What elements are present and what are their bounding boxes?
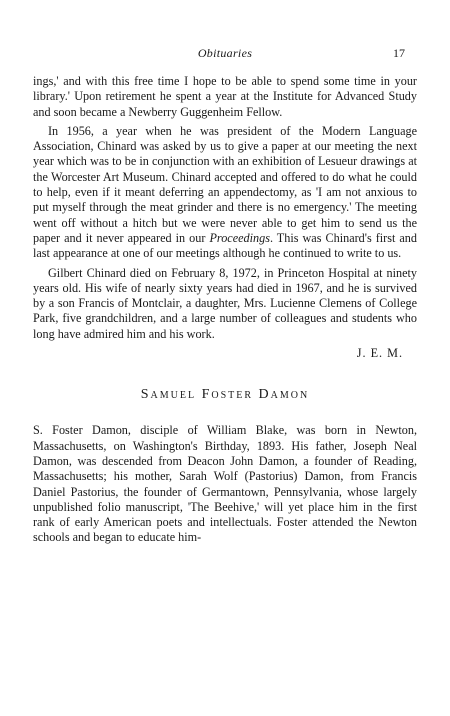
running-title: Obituaries <box>197 46 253 60</box>
paragraph-mla-text-start: In 1956, a year when he was president of the Modern Language Association, Chinard was asked by us to give a paper at our meeting the next year which was to be in conjunction with an exhibition of Lesueur drawings at the Worcester Art Museum. Chinard accepted and offered to do what he could to help, even if it meant deferring an appendectomy, as 'I am not anxious to put myself through the meat grinder and there is no emergency.' The meeting went off without a hitch but we were never able to get him to send us the paper and it never appeared in our <box>33 123 417 245</box>
section-heading: Samuel Foster Damon <box>140 387 310 403</box>
running-head <box>0 45 450 61</box>
page-number: 17 <box>393 46 405 60</box>
paragraph-mla-meeting <box>33 124 417 262</box>
paragraph-mla-text-end: . This was Chinard's first and last appearance at one of our meetings although he continued to write to us. <box>33 230 417 261</box>
body-text <box>33 74 417 550</box>
paragraph-death-notice: Gilbert Chinard died on February 8, 1972, in Princeton Hospital at ninety years old. His wife of nearly sixty years had died in 1967, and he is survived by a son Francis of Montclair, a daughter, Mrs. Lucienne Clemens of College Park, five grandchildren, and a large number of colleagues and students who long have admired him and his work. <box>33 265 417 341</box>
proceedings-title: Proceedings <box>209 230 270 245</box>
paragraph-damon-intro: S. Foster Damon, disciple of William Blake, was born in Newton, Massachusetts, on Washington's Birthday, 1893. His father, Joseph Neal Damon, was descended from Deacon John Damon, a founder of Reading, Massachusetts; his mother, Sarah Wolf (Pastorius) Damon, from Francis Daniel Pastorius, the founder of Germantown, Pennsylvania, whose largely unpublished folio manuscript, 'The Beehive,' will yet place him in the first rank of early American poets and intellectuals. Foster attended the Newton schools and began to educate him- <box>33 423 417 545</box>
paragraph-continuation: ings,' and with this free time I hope to be able to spend some time in your library.' Upon retirement he spent a year at the Institute for Advanced Study and soon became a Newberry Guggenheim Fellow. <box>33 74 417 119</box>
author-initials: J. E. M. <box>356 346 403 361</box>
